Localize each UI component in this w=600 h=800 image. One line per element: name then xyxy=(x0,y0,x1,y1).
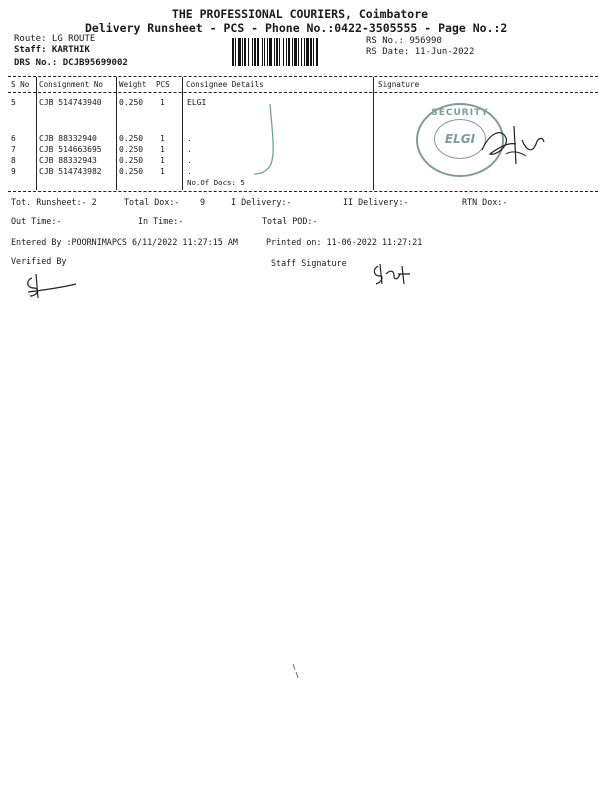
rtn-dox: RTN Dox:- xyxy=(462,197,508,207)
cell-weight: 0.250 xyxy=(119,145,144,154)
col-divider xyxy=(36,77,37,190)
ii-delivery: II Delivery:- xyxy=(343,197,409,207)
cell-sno: 6 xyxy=(11,134,16,143)
printed-on: Printed on: 11-06-2022 11:27:21 xyxy=(266,237,423,247)
cell-pcs: 1 xyxy=(160,167,165,176)
cell-weight: 0.250 xyxy=(119,167,144,176)
cell-pcs: 1 xyxy=(160,156,165,165)
out-time: Out Time:- xyxy=(11,216,62,226)
entered-by: Entered By :POORNIMAPCS 6/11/2022 11:27:15 AM xyxy=(11,237,238,247)
pen-mark xyxy=(250,100,280,180)
cell-weight: 0.250 xyxy=(119,134,144,143)
table-bottom-rule xyxy=(8,191,598,192)
cell-consignment: CJB 88332943 xyxy=(39,156,97,165)
cell-sno: 8 xyxy=(11,156,16,165)
col-divider xyxy=(373,77,374,190)
company-title: THE PROFESSIONAL COURIERS, Coimbatore xyxy=(171,7,429,21)
col-header-consignee: Consignee Details xyxy=(186,80,264,89)
stamp-top-text: SECURITY xyxy=(431,108,489,118)
total-dox-value: 9 xyxy=(200,197,206,207)
cell-pcs: 1 xyxy=(160,134,165,143)
col-divider xyxy=(182,77,183,190)
drs-number: DRS No.: DCJB95699002 xyxy=(14,58,128,68)
col-header-pcs: PCS xyxy=(156,80,170,89)
cell-pcs: 1 xyxy=(160,145,165,154)
cell-weight: 0.250 xyxy=(119,98,144,107)
cell-consignee: . xyxy=(187,145,192,154)
in-time: In Time:- xyxy=(138,216,184,226)
cell-weight: 0.250 xyxy=(119,156,144,165)
col-divider xyxy=(116,77,117,190)
cell-sno: 7 xyxy=(11,145,16,154)
receiver-signature xyxy=(476,120,548,176)
staff-label: Staff: KARTHIK xyxy=(14,45,90,55)
barcode-bar xyxy=(318,38,319,66)
cell-sno: 9 xyxy=(11,167,16,176)
staff-signature xyxy=(370,262,414,288)
cell-consignee: . xyxy=(187,134,192,143)
rs-date: RS Date: 11-Jun-2022 xyxy=(366,47,475,57)
cell-consignment: CJB 88332940 xyxy=(39,134,97,143)
scan-speck xyxy=(290,662,302,682)
cell-consignment: CJB 514743982 xyxy=(39,167,102,176)
cell-sno: 5 xyxy=(11,98,16,107)
table-top-rule xyxy=(8,76,598,77)
no-of-docs: No.Of Docs: 5 xyxy=(187,178,245,187)
barcode xyxy=(232,38,354,66)
cell-consignee: ELGI xyxy=(187,98,207,107)
col-header-sno: S No xyxy=(11,80,30,89)
total-pod: Total POD:- xyxy=(262,216,318,226)
staff-signature-label: Staff Signature xyxy=(271,258,347,268)
verifier-signature xyxy=(22,272,82,302)
tot-runsheet: Tot. Runsheet:- 2 xyxy=(11,197,97,207)
total-dox-label: Total Dox:- xyxy=(124,197,180,207)
col-header-consignment: Consignment No xyxy=(39,80,104,89)
route-label: Route: LG ROUTE xyxy=(14,34,96,44)
col-header-weight: Weight xyxy=(119,80,147,89)
cell-pcs: 1 xyxy=(160,98,165,107)
cell-consignee: . xyxy=(187,156,192,165)
table-header-rule xyxy=(8,92,598,93)
rs-number: RS No.: 956990 xyxy=(366,36,442,46)
cell-consignment: CJB 514743940 xyxy=(39,98,102,107)
verified-by: Verified By xyxy=(11,256,67,266)
runsheet-subtitle: Delivery Runsheet - PCS - Phone No.:0422-3505555 - Page No.:2 xyxy=(85,21,508,35)
i-delivery: I Delivery:- xyxy=(231,197,292,207)
cell-consignee: . xyxy=(187,167,192,176)
col-header-signature: Signature xyxy=(378,80,420,89)
stamp-mid-text: ELGI xyxy=(444,132,476,146)
cell-consignment: CJB 514663695 xyxy=(39,145,102,154)
